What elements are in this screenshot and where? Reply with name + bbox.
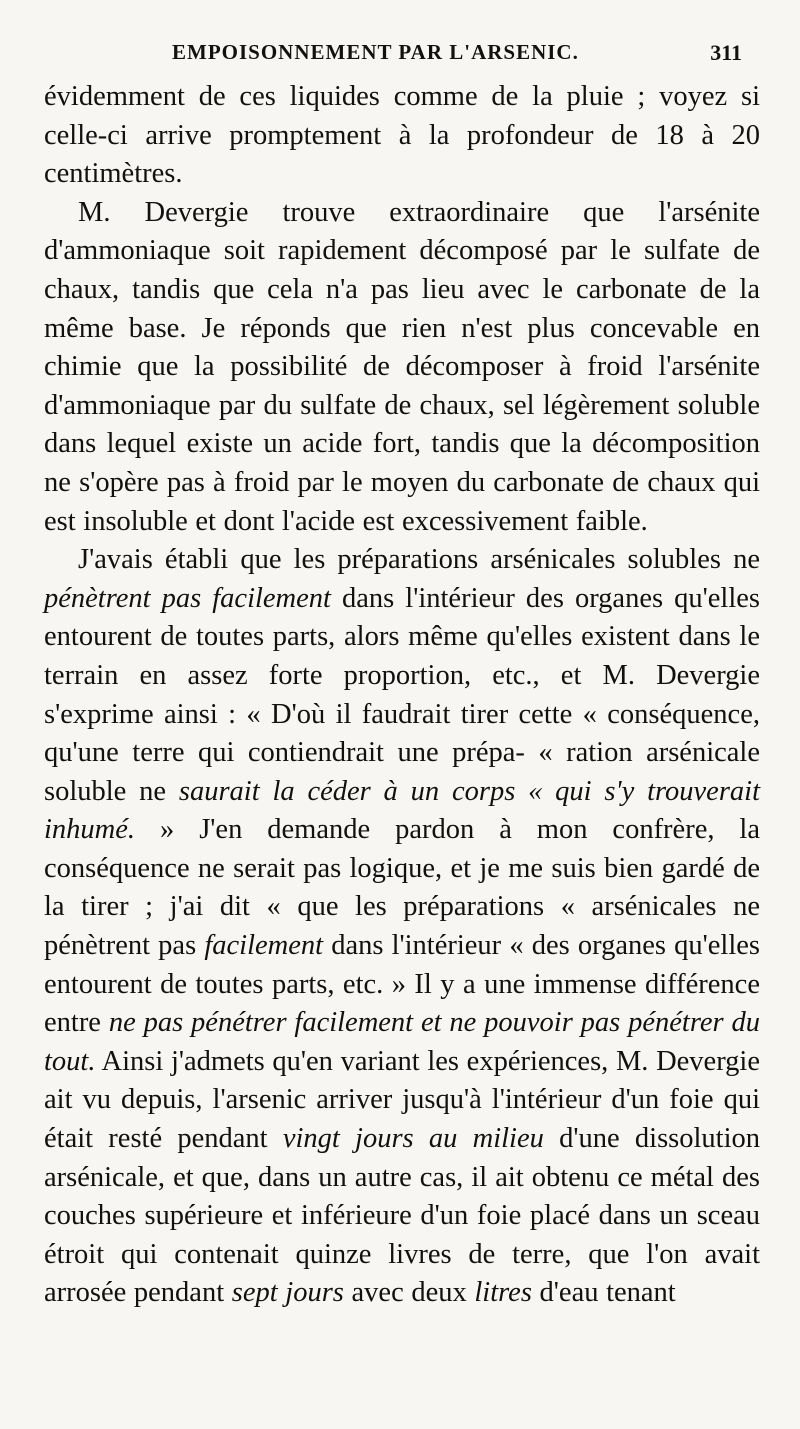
text-segment: dans l'intérieur des organes qu'elles entourent de toutes parts, alors même qu'elles existent dans le terrain en assez forte proportion, etc., et M. Devergie s'exprime ainsi : « D'où il faudrait tirer cette « conséquence, qu'une terre qui contiendrait une prépa- « ration arsénicale soluble ne — [44, 582, 760, 807]
text-segment: J'avais établi que les préparations arsénicales solubles ne — [78, 544, 760, 576]
text-segment: avec deux — [343, 1277, 475, 1309]
text-segment: Ainsi j'admets qu'en variant les expériences, M. Devergie ait vu depuis, l'arsenic arriver jusqu'à l'intérieur d'un foie qui était resté pendant — [44, 1045, 760, 1155]
text-segment: M. Devergie trouve extraordinaire que l'arsénite d'ammoniaque soit rapidement décomposé par le sulfate de chaux, tandis que cela n'a pas lieu avec le carbonate de la même base. Je réponds que rien n'est plus concevable en chimie que la possibilité de décomposer à froid l'arsénite d'ammoniaque par du sulfate de chaux, sel légèrement soluble dans lequel existe un acide fort, tandis que la décomposition ne s'opère pas à froid par le moyen du carbonate de chaux qui est insoluble et dont l'acide est excessivement faible. — [44, 196, 760, 537]
paragraph — [44, 541, 760, 1313]
running-head: EMPOISONNEMENT PAR L'ARSENIC. — [172, 40, 579, 64]
text-segment: évidemment de ces liquides comme de la pluie ; voyez si celle-ci arrive promptement à la profondeur de 18 à 20 centimètres. — [44, 81, 760, 190]
page-header — [44, 32, 760, 72]
text-segment: d'une dissolution arsénicale, et que, dans un autre cas, il ait obtenu ce métal des couches supérieure et inférieure d'un foie placé dans un sceau étroit qui contenait quinze livres de terre, que l'on avait arrosée pendant — [44, 1123, 761, 1309]
italic-text-segment: vingt jours au milieu — [282, 1123, 544, 1155]
italic-text-segment: litres — [474, 1277, 532, 1309]
italic-text-segment: sept jours — [231, 1277, 344, 1309]
italic-text-segment: saurait la céder à un corps « qui s'y trouverait inhumé. — [44, 775, 760, 846]
text-segment: dans l'intérieur « des organes qu'elles entourent de toutes parts, etc. » Il y a une immense différence entre — [44, 930, 760, 1039]
text-segment: » J'en demande pardon à mon confrère, la conséquence ne serait pas logique, et je me suis bien gardé de la tirer ; j'ai dit « que les préparations « arsénicales ne pénètrent pas — [44, 814, 760, 962]
italic-text-segment: facilement — [204, 930, 324, 962]
page-number: 311 — [710, 40, 742, 65]
paragraph — [44, 78, 760, 194]
italic-text-segment: ne pas pénétrer facilement et ne pouvoir pas pénétrer du tout. — [44, 1007, 760, 1077]
body-text — [44, 78, 760, 1313]
italic-text-segment: pénètrent pas facilement — [44, 582, 331, 614]
text-segment: d'eau tenant — [531, 1277, 676, 1309]
paragraph — [44, 194, 760, 541]
